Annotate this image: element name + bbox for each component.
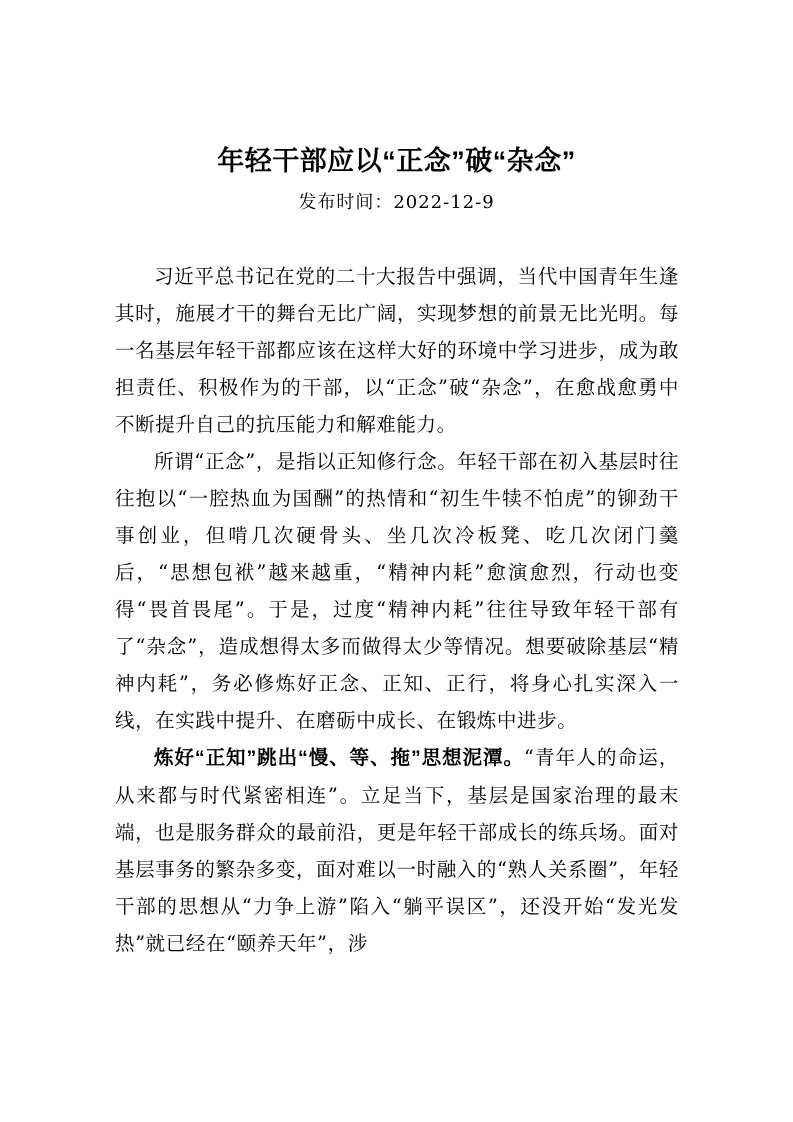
paragraph-1: [115, 258, 679, 443]
paragraph-2: [115, 443, 679, 739]
paragraph-1-text: 习近平总书记在党的二十大报告中强调，当代中国青年生逢其时，施展才干的舞台无比广阔，实现梦想的前景无比光明。每一名基层年轻干部都应该在这样大好的环境中学习进步，成为敢担责任、积极作为的干部，以“正念”破“杂念”，在愈战愈勇中不断提升自己的抗压能力和解难能力。: [115, 265, 679, 436]
paragraph-3-lead: 炼好“正知”跳出“慢、等、拖”思想泥潭。: [154, 747, 524, 769]
paragraph-2-text: 所谓“正念”，是指以正知修行念。年轻干部在初入基层时往往抱以“一腔热血为国酬”的热情和“初生牛犊不怕虎”的铆劲干事创业，但啃几次硬骨头、坐几次冷板凳、吃几次闭门羹后，“思想包袱”越来越重，“精神内耗”愈演愈烈，行动也变得“畏首畏尾”。于是，过度“精神内耗”往往导致年轻干部有了“杂念”，造成想得太多而做得太少等情况。想要破除基层“精神内耗”，务必修炼好正念、正知、正行，将身心扎实深入一线，在实践中提升、在磨砺中成长、在锻炼中进步。: [115, 450, 679, 732]
publish-date: 发布时间：2022-12-9: [298, 192, 495, 213]
page-title: 年轻干部应以“正念”破“杂念”: [217, 146, 576, 177]
paragraph-3: [115, 739, 679, 962]
document-body: [115, 258, 679, 962]
paragraph-3-text: “青年人的命运，从来都与时代紧密相连”。立足当下，基层是国家治理的最末端，也是服务群众的最前沿，更是年轻干部成长的练兵场。面对基层事务的繁杂多变，面对难以一时融入的“熟人关系圈”，年轻干部的思想从“力争上游”陷入“躺平误区”，还没开始“发光发热”就已经在“颐养天年”，涉: [115, 746, 679, 955]
